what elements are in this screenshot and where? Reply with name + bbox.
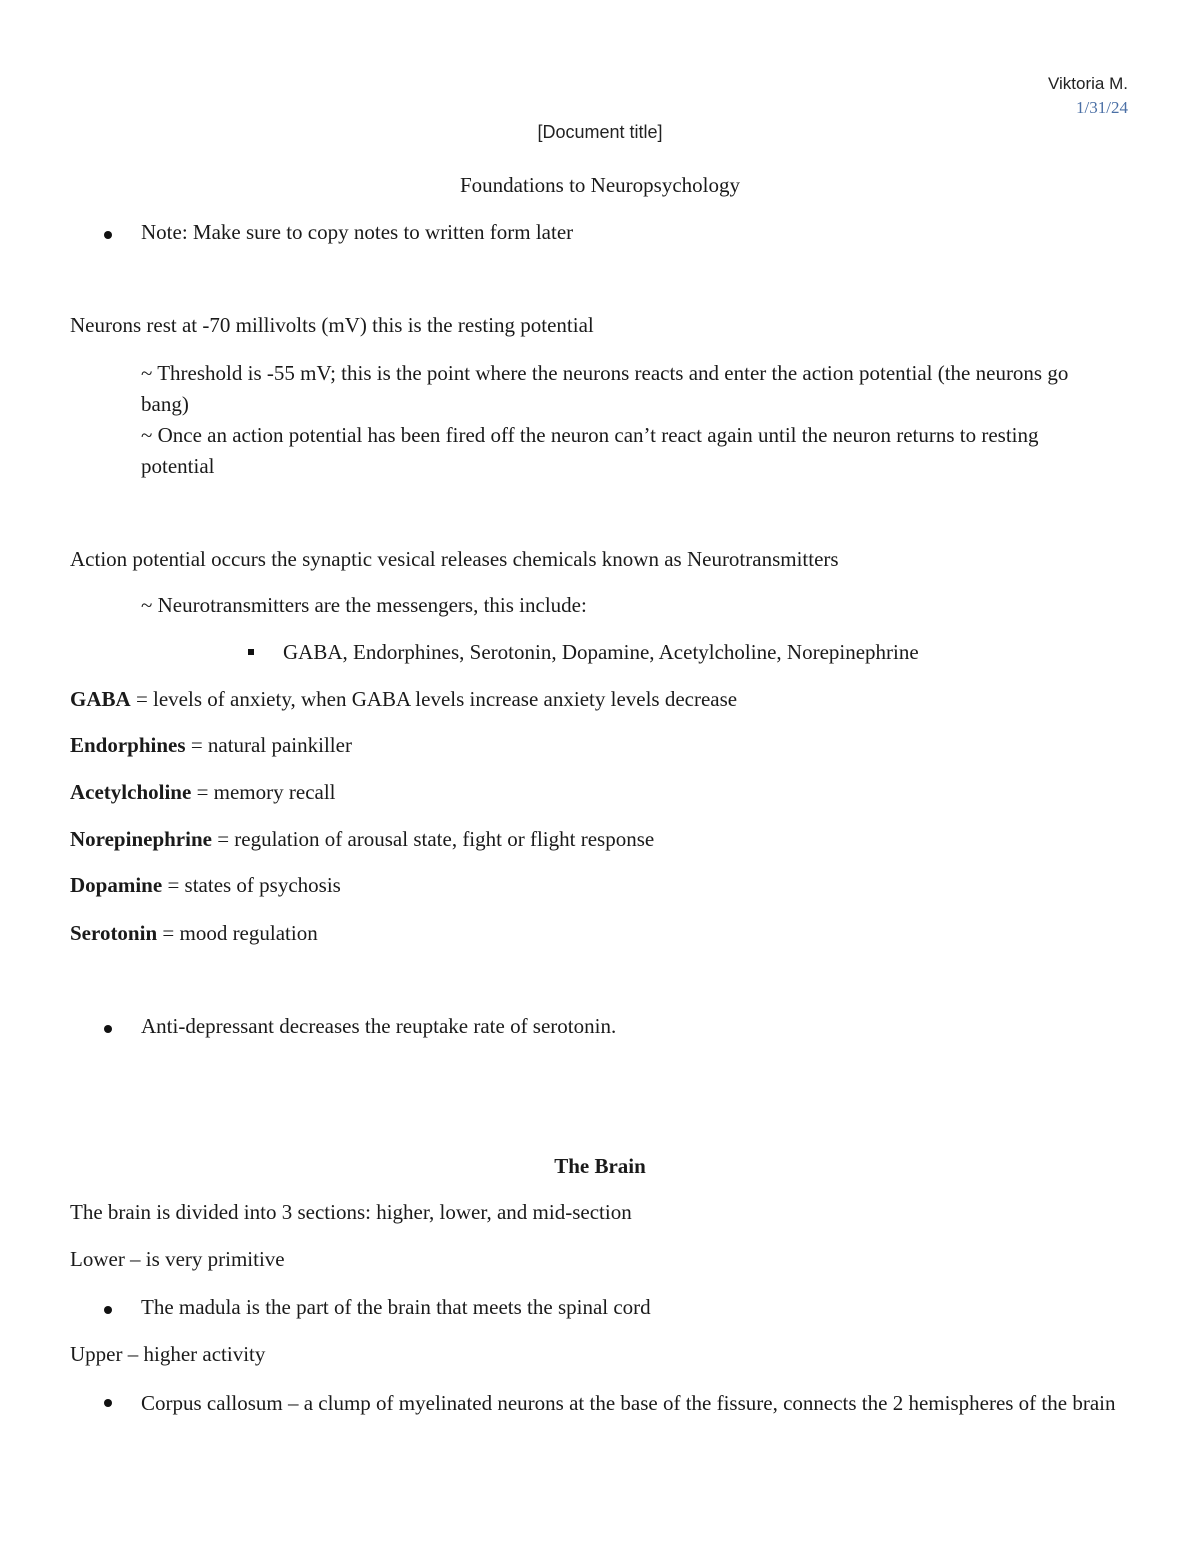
antidepressant-text: Anti-depressant decreases the reuptake rate of serotonin. <box>141 1014 617 1038</box>
bullet-icon <box>104 1306 112 1314</box>
brain-intro-text: The brain is divided into 3 sections: higher, lower, and mid-section <box>70 1200 632 1224</box>
bullet-icon <box>104 231 112 239</box>
page-title: Foundations to Neuropsychology <box>460 173 740 197</box>
definition-gaba <box>70 687 737 712</box>
madula-text: The madula is the part of the brain that meets the spinal cord <box>141 1295 651 1319</box>
refractory-text: ~ Once an action potential has been fired off the neuron can’t react again until the neuron returns to resting potential <box>141 423 1039 478</box>
document-date: 1/31/24 <box>1076 98 1128 117</box>
neurotransmitters-text: ~ Neurotransmitters are the messengers, this include: <box>141 593 587 617</box>
neurotransmitter-list: GABA, Endorphines, Serotonin, Dopamine, Acetylcholine, Norepinephrine <box>283 640 919 664</box>
definition-norepinephrine <box>70 827 654 852</box>
definition-serotonin <box>70 921 318 946</box>
definition-term: GABA <box>70 687 131 711</box>
lower-brain-text: Lower – is very primitive <box>70 1247 285 1271</box>
definition-text: = memory recall <box>191 780 336 804</box>
resting-potential-text: Neurons rest at -70 millivolts (mV) this is the resting potential <box>70 313 594 337</box>
note-text: Note: Make sure to copy notes to written form later <box>141 220 574 244</box>
author-name: Viktoria M. <box>1048 74 1128 93</box>
corpus-callosum-text: Corpus callosum – a clump of myelinated neurons at the base of the fissure, connects the 2 hemispheres of the brain <box>141 1391 1116 1415</box>
definition-text: = mood regulation <box>157 921 318 945</box>
definition-term: Endorphines <box>70 733 186 757</box>
definition-text: = levels of anxiety, when GABA levels increase anxiety levels decrease <box>130 687 738 711</box>
definition-text: = regulation of arousal state, fight or flight response <box>211 827 655 851</box>
threshold-text: ~ Threshold is -55 mV; this is the point where the neurons reacts and enter the action potential (the neurons go bang) <box>141 361 1069 416</box>
definition-term: Acetylcholine <box>70 780 192 804</box>
upper-brain-text: Upper – higher activity <box>70 1342 266 1366</box>
definition-text: = natural painkiller <box>185 733 352 757</box>
definition-text: = states of psychosis <box>162 873 341 897</box>
document-title-placeholder: [Document title] <box>537 122 663 142</box>
square-bullet-icon <box>248 649 254 655</box>
section-heading-brain: The Brain <box>554 1154 646 1178</box>
bullet-icon <box>104 1025 112 1033</box>
definition-term: Dopamine <box>70 873 163 897</box>
bullet-icon <box>104 1399 112 1407</box>
action-potential-text: Action potential occurs the synaptic vesical releases chemicals known as Neurotransmitters <box>70 547 839 571</box>
definition-dopamine <box>70 873 341 898</box>
definition-term: Serotonin <box>70 921 158 945</box>
definition-acetylcholine <box>70 780 336 805</box>
definition-term: Norepinephrine <box>70 827 212 851</box>
definition-endorphines <box>70 733 352 758</box>
